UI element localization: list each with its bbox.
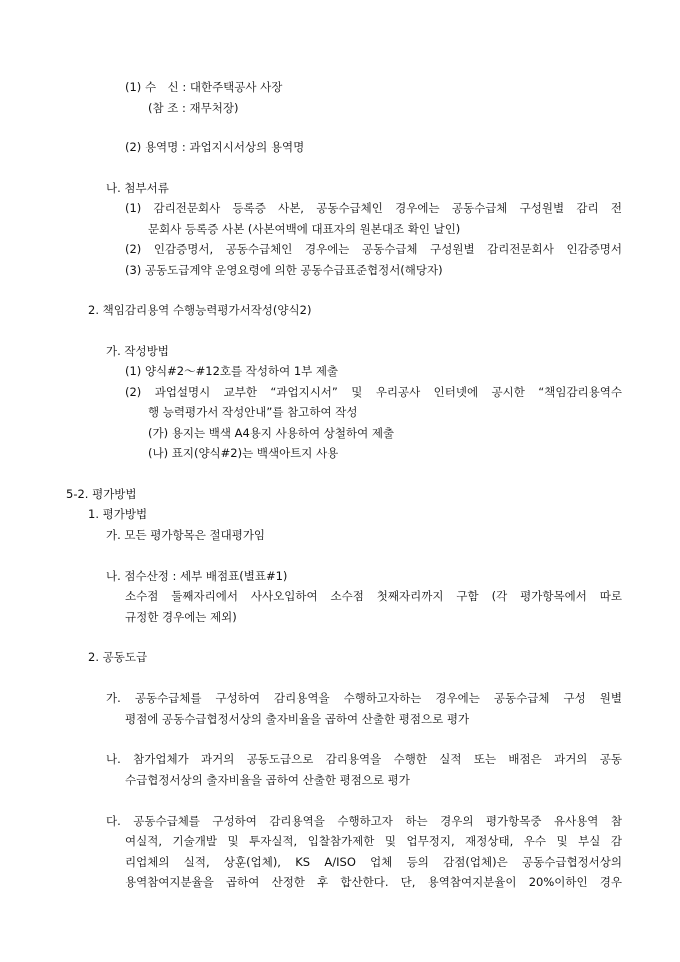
recipient-line: (1) 수 신 : 대한주택공사 사장 [125, 80, 283, 94]
section2-heading: 2. 책임감리용역 수행능력평가서작성(양식2) [88, 303, 312, 317]
attachment-item-1-cont: 문회사 등록증 사본 (사본여백에 대표자의 원본대조 확인 날인) [148, 222, 461, 236]
section52-sub2-da: 다. 공동수급체를 구성하여 감리용역을 수행하고자 하는 경우의 평가항목중 유사용역 참 [106, 814, 622, 828]
section52-sub2-heading: 2. 공동도급 [88, 650, 148, 664]
section2-item-2-cont: 행 능력평가서 작성안내”를 참고하여 작성 [148, 405, 358, 419]
reference-line: (참 조 : 재무처장) [148, 101, 239, 115]
attachment-item-2: (2) 인감증명서, 공동수급체인 경우에는 공동수급체 구성원별 감리전문회사 인감증명서 [125, 242, 622, 256]
section52-sub1-heading: 1. 평가방법 [88, 507, 148, 521]
section52-sub2-ga: 가. 공동수급체를 구성하여 감리용역을 수행하고자하는 경우에는 공동수급체 구성 원별 [106, 691, 622, 705]
attachment-item-1: (1) 감리전문회사 등록증 사본, 공동수급체인 경우에는 공동수급체 구성원별 감리 전 [125, 201, 622, 215]
section52-sub1-na: 나. 점수산정 : 세부 배점표(별표#1) [106, 569, 288, 583]
section52-heading: 5-2. 평가방법 [66, 487, 137, 501]
section52-sub2-da-cont-1: 여실적, 기술개발 및 투자실적, 입찰참가제한 및 업무정지, 재정상태, 우수 및 부실 감 [125, 834, 622, 848]
section2-item-1: (1) 양식#2～#12호를 작성하여 1부 제출 [125, 364, 339, 378]
section52-sub2-na: 나. 참가업체가 과거의 공동도급으로 감리용역을 수행한 실적 또는 배점은 과거의 공동 [106, 752, 622, 766]
section52-sub2-na-cont: 수급협정서상의 출자비율을 곱하여 산출한 평점으로 평가 [125, 773, 410, 787]
service-name-line: (2) 용역명 : 과업지시서상의 용역명 [125, 140, 305, 154]
section52-sub2-da-cont-2: 리업체의 실적, 상훈(업체), KS A/ISO 업체 등의 감점(업체)은 공동수급협정서상의 [125, 855, 622, 869]
section52-sub1-na-text: 소수점 둘째자리에서 사사오입하여 소수점 첫째자리까지 구함 (각 평가항목에서 따로 [125, 589, 622, 603]
section52-sub1-na-text-cont: 규정한 경우에는 제외) [125, 610, 237, 624]
attachments-heading: 나. 첨부서류 [106, 181, 169, 195]
section52-sub1-ga: 가. 모든 평가항목은 절대평가임 [106, 528, 266, 542]
section2-item-2-ga: (가) 용지는 백색 A4용지 사용하여 상철하여 제출 [148, 426, 395, 440]
attachment-item-3: (3) 공동도급계약 운영요령에 의한 공동수급표준협정서(해당자) [125, 263, 443, 277]
section2-item-2-na: (나) 표지(양식#2)는 백색아트지 사용 [148, 446, 339, 460]
section2-item-2: (2) 과업설명시 교부한 “과업지시서” 및 우리공사 인터넷에 공시한 “책임감리용역수 [125, 385, 622, 399]
section52-sub2-da-cont-3: 용역참여지분율을 곱하여 산정한 후 합산한다. 단, 용역참여지분율이 20%이하인 경우 [125, 875, 622, 889]
section52-sub2-ga-cont: 평점에 공동수급협정서상의 출자비율을 곱하여 산출한 평점으로 평가 [125, 712, 470, 726]
section2-subheading: 가. 작성방법 [106, 344, 169, 358]
